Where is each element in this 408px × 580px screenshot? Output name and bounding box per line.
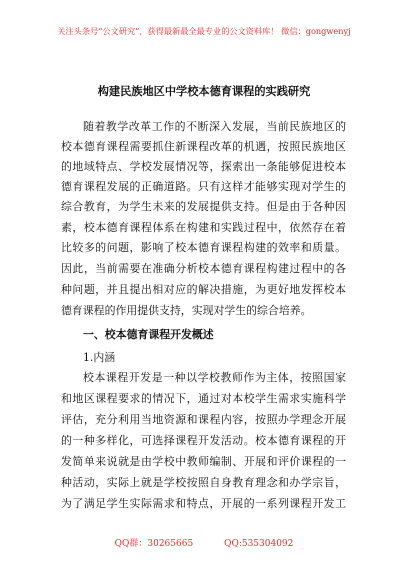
- paragraph-line: 随着教学改革工作的不断深入发展，当前民族地区的: [83, 120, 346, 133]
- document-title: 构建民族地区中学校本德育课程的实践研究: [97, 84, 311, 98]
- footer-contact: [0, 536, 408, 549]
- paragraph-line: 因此，当前需要在准确分析校本德育课程构建过程中的各: [61, 262, 346, 275]
- footer-qq-group: QQ群：30265665: [114, 539, 194, 549]
- paragraph-line: 素，校本德育课程体系在构建和实践过程中，依然存在着: [61, 221, 346, 234]
- paragraph-line: 德育课程发展的正确道路。只有这样才能够实现对学生的: [61, 180, 346, 193]
- paragraph-line: 比较多的问题，影响了校本德育课程构建的效率和质量。: [61, 241, 346, 254]
- paragraph-line: 校本德育课程需要抓住新课程改革的机遇，按照民族地区: [61, 140, 346, 153]
- paragraph-line: 德育课程的作用提供支持，实现对学生的综合培养。: [61, 304, 312, 317]
- paragraph-line: 和地区课程要求的情况下，通过对本校学生需求实施科学: [61, 392, 346, 405]
- footer-qq-number: QQ:535304092: [224, 539, 294, 549]
- paragraph-line: 综合教育，为学生未来的发展提供支持。但是由于各种因: [61, 200, 346, 213]
- paragraph-line: 种问题，并且提出相对应的解决措施，为更好地发挥校本: [61, 283, 346, 296]
- header-notice: 关注头条号“公文研究”，获得最新最全最专业的公文资料库！ 微信：gongwenyj: [57, 26, 351, 36]
- paragraph-line: 校本课程开发是一种以学校教师作为主体，按照国家: [83, 371, 346, 384]
- paragraph-line: 的地域特点、学校发展情况等，探索出一条能够促进校本: [61, 160, 346, 173]
- subsection-heading: 1.内涵: [83, 351, 116, 364]
- paragraph-line: 的一种多样化，可选择课程开发活动。校本德育课程的开: [61, 434, 346, 447]
- paragraph-line: 发简单来说就是由学校中教师编制、开展和评价课程的一: [61, 455, 346, 468]
- paragraph-line: 评估，充分利用当地资源和课程内容，按照办学理念开展: [61, 413, 346, 426]
- section-heading: 一、校本德育课程开发概述: [83, 328, 214, 341]
- paragraph-line: 种活动，实际上就是学校按照自身教育理念和办学宗旨，: [61, 476, 346, 489]
- paragraph-line: 为了满足学生实际需求和特点，开展的一系列课程开发工: [61, 497, 346, 510]
